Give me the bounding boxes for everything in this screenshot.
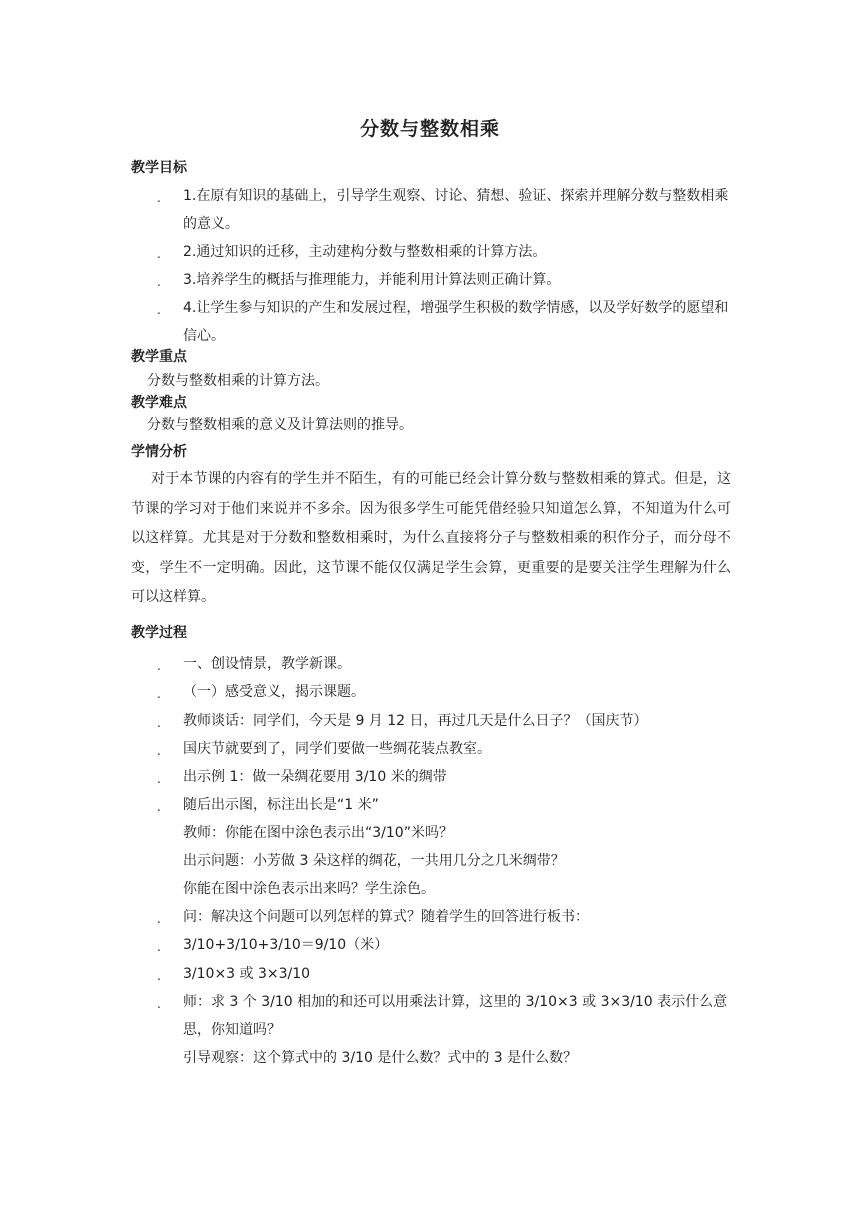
bullet-marker: . [157, 969, 161, 983]
goal-item: 1.在原有知识的基础上，引导学生观察、讨论、猜想、验证、探索并理解分数与整数相乘的意义。 [183, 188, 729, 232]
bullet-marker: . [157, 997, 161, 1011]
bullet-marker: . [157, 716, 161, 730]
process-item: 3/10+3/10+3/10＝9/10（米） [183, 937, 389, 953]
bullet-marker: . [157, 912, 161, 926]
process-sub-line: 引导观察：这个算式中的 3/10 是什么数？式中的 3 是什么数？ [183, 1050, 578, 1066]
process-sub-line: 你能在图中涂色表示出来吗？学生涂色。 [183, 881, 435, 897]
bullet-marker: . [157, 940, 161, 954]
process-sub-line: 出示问题：小芳做 3 朵这样的绸花，一共用几分之几米绸带？ [183, 853, 565, 869]
bullet-marker: . [157, 800, 161, 814]
analysis-paragraph: 对于本节课的内容有的学生并不陌生，有的可能已经会计算分数与整数相乘的算式。但是，这节课的学习对于他们来说并不多余。因为很多学生可能凭借经验只知道怎么算，不知道为什么可以这样算。尤其是对于分数和整数相乘时，为什么直接将分子与整数相乘的积作分子，而分母不变，学生不一定明确。因此，这节课不能仅仅满足学生会算，更重要的是要关注学生理解为什么可以这样算。 [131, 471, 731, 606]
process-item: 一、创设情景，教学新课。 [183, 656, 351, 672]
goals-heading: 教学目标 [131, 160, 187, 176]
goal-item: 2.通过知识的迁移，主动建构分数与整数相乘的计算方法。 [183, 244, 547, 260]
difficulty-text: 分数与整数相乘的意义及计算法则的推导。 [147, 417, 413, 433]
bullet-marker: . [157, 744, 161, 758]
bullet-marker: . [157, 772, 161, 786]
bullet-marker: . [157, 303, 161, 317]
process-sub-line: 教师：你能在图中涂色表示出“3/10”米吗？ [183, 825, 453, 841]
goal-item: 4.让学生参与知识的产生和发展过程，增强学生积极的数学情感，以及学好数学的愿望和信心。 [183, 300, 729, 344]
process-item: 3/10×3 或 3×3/10 [183, 966, 311, 982]
difficulty-heading: 教学难点 [131, 395, 187, 411]
process-heading: 教学过程 [131, 625, 187, 641]
process-item: （一）感受意义，揭示课题。 [183, 684, 365, 700]
bullet-marker: . [157, 659, 161, 673]
bullet-marker: . [157, 191, 161, 205]
process-item: 教师谈话：同学们，今天是 9 月 12 日，再过几天是什么日子？（国庆节） [183, 713, 648, 729]
bullet-marker: . [157, 247, 161, 261]
process-item: 出示例 1：做一朵绸花要用 3/10 米的绸带 [183, 769, 447, 785]
process-item: 国庆节就要到了，同学们要做一些绸花装点教室。 [183, 741, 491, 757]
bullet-marker: . [157, 275, 161, 289]
key-point-heading: 教学重点 [131, 349, 187, 365]
goal-item: 3.培养学生的概括与推理能力，并能利用计算法则正确计算。 [183, 272, 561, 288]
bullet-marker: . [157, 687, 161, 701]
analysis-heading: 学情分析 [131, 444, 187, 460]
page-title: 分数与整数相乘 [359, 118, 500, 140]
process-item: 随后出示图，标注出长是“1 米” [183, 797, 379, 813]
process-item: 师：求 3 个 3/10 相加的和还可以用乘法计算，这里的 3/10×3 或 3×3/10 表示什么意思，你知道吗？ [183, 994, 728, 1038]
process-item: 问：解决这个问题可以列怎样的算式？随着学生的回答进行板书： [183, 909, 589, 925]
key-point-text: 分数与整数相乘的计算方法。 [147, 373, 329, 389]
